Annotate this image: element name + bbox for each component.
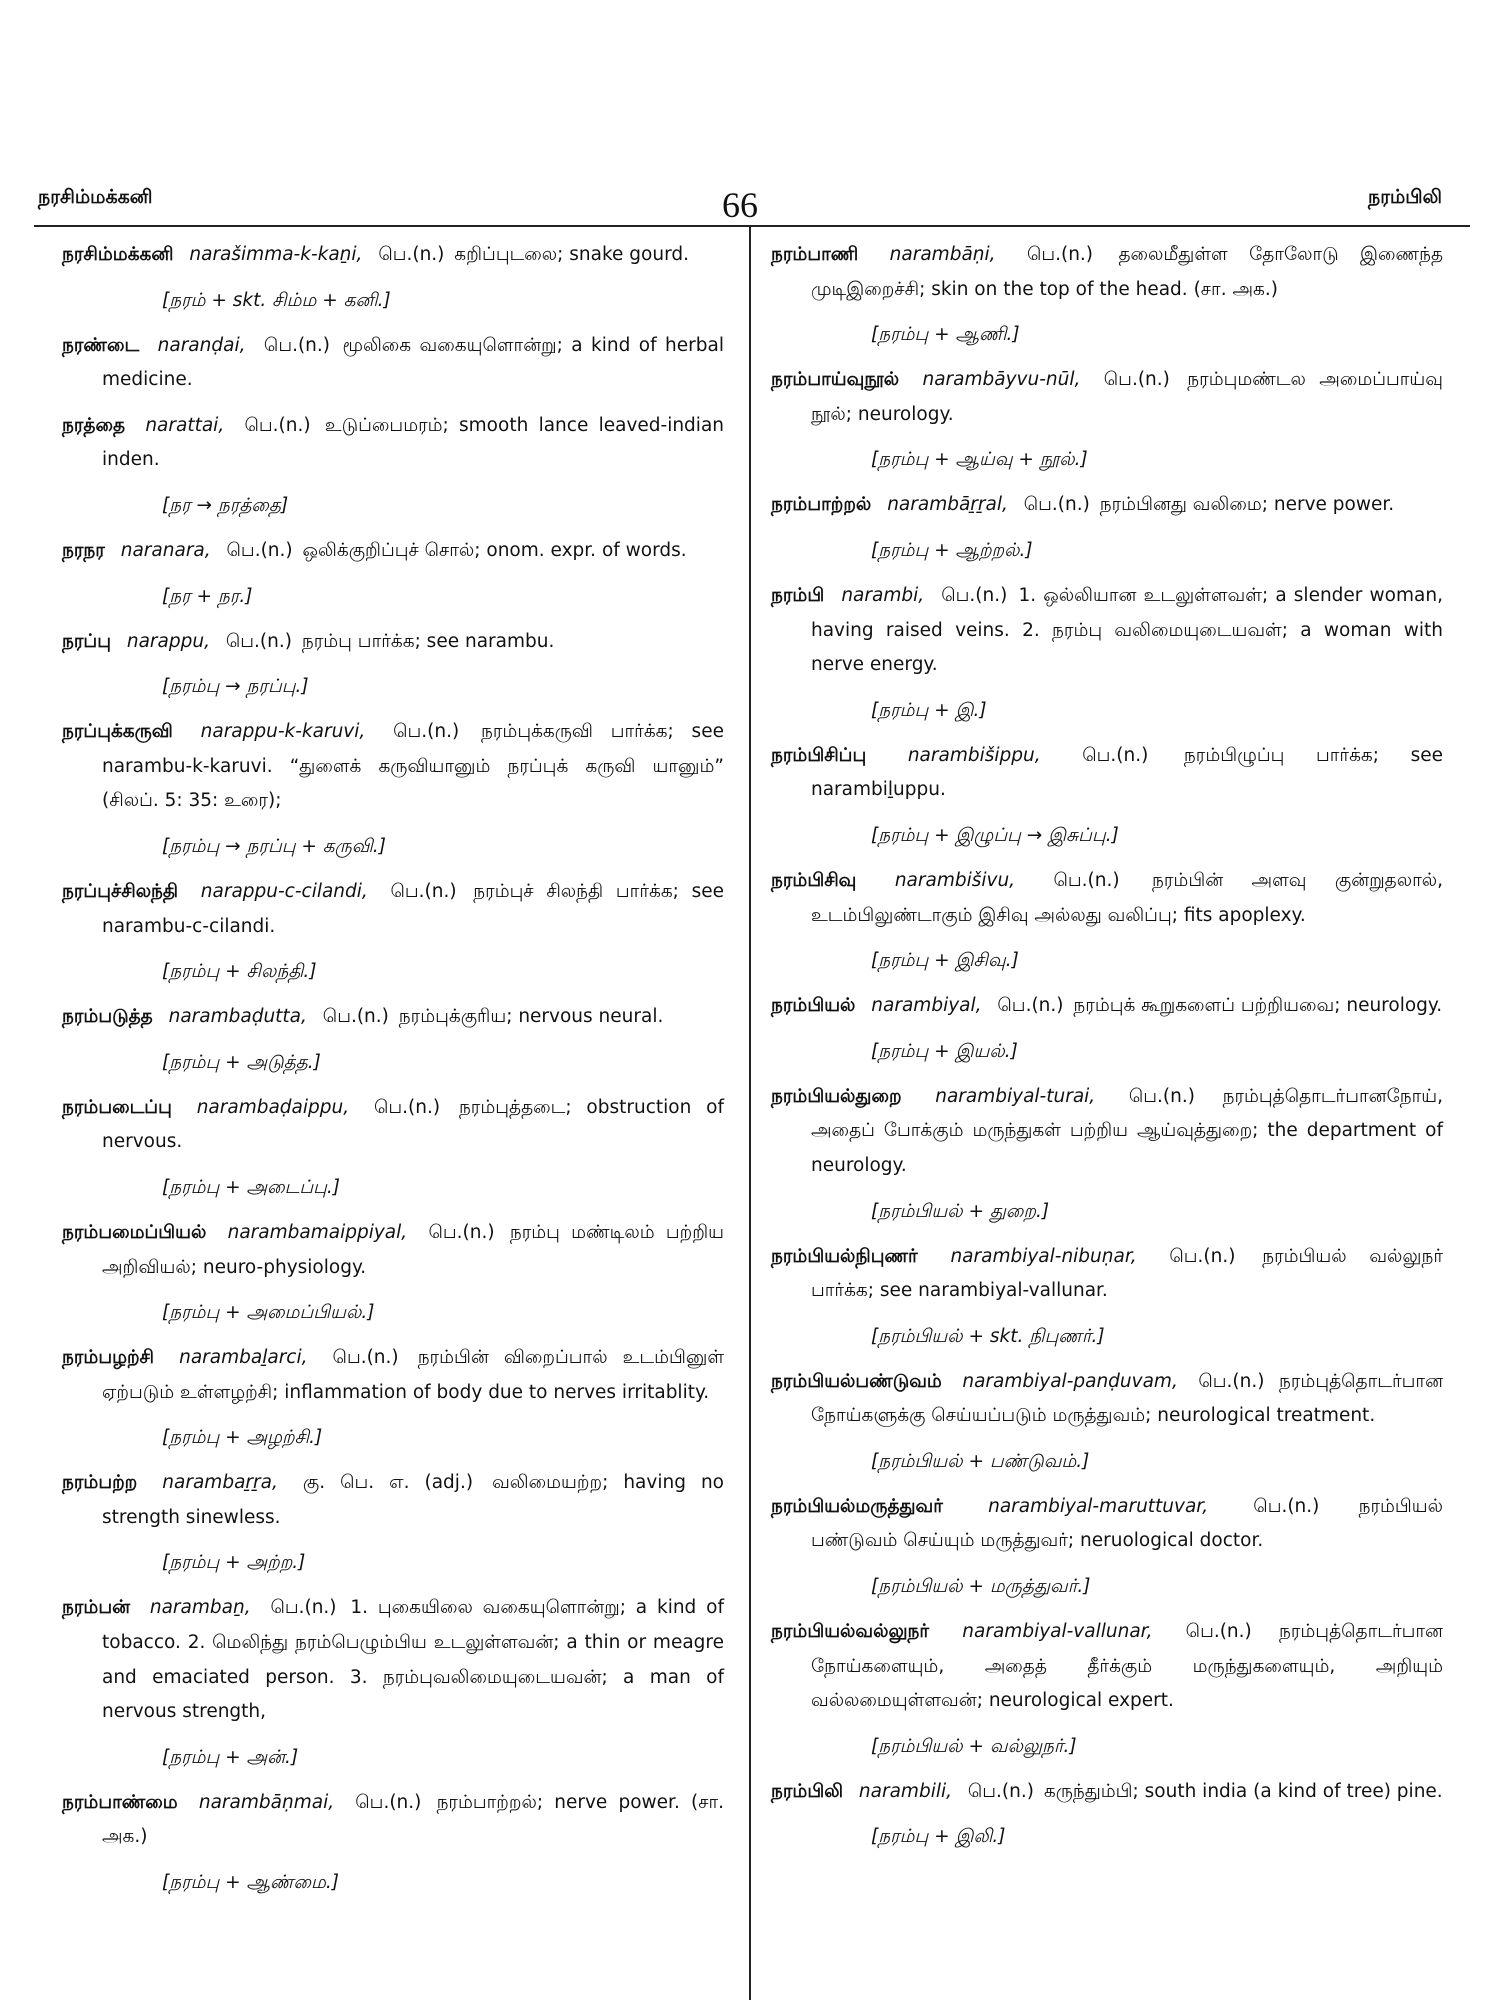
part-of-speech: பெ.(n.) xyxy=(1198,1370,1265,1392)
dictionary-entry xyxy=(771,1080,1443,1184)
transliteration: narambišippu, xyxy=(907,744,1041,766)
definition: நரம்புச் சிலந்தி பார்க்க; see narambu-c-cilandi. xyxy=(102,880,724,937)
etymology: [நர → நரத்தை] xyxy=(162,494,289,516)
transliteration: narašimma-k-kaṉi, xyxy=(189,244,363,265)
definition: நரம்புத்தொடர்பான நோய்களுக்கு செய்யப்படும் மருத்துவம்; neurological treatment. xyxy=(811,1370,1444,1427)
dictionary-entry xyxy=(62,625,724,660)
etymology: [நரம்பியல் + துறை.] xyxy=(871,1200,1050,1222)
dictionary-entry xyxy=(771,1490,1443,1559)
definition: கறிப்புடலை; snake gourd. xyxy=(454,244,689,265)
etymology: [நரம்பு + ஆற்றல்.] xyxy=(871,539,1033,561)
part-of-speech: பெ.(n.) xyxy=(378,244,445,265)
headword: நரம்பமைப்பியல் xyxy=(62,1221,207,1243)
definition: நரம்புக்கருவி பார்க்க; see narambu-k-karuvi. “துளைக் கருவியானும் நரப்புக் கருவி யானும்” (சிலப். 5: 35: உரை); xyxy=(102,721,724,812)
dictionary-entry xyxy=(771,1775,1443,1810)
headword: நரம்பியல்துறை xyxy=(771,1085,902,1107)
definition: நரம்பியல் வல்லுநர் பார்க்க; see narambiyal-vallunar. xyxy=(811,1245,1443,1302)
dictionary-entry xyxy=(771,363,1443,432)
part-of-speech: பெ.(n.) xyxy=(263,334,331,356)
transliteration: narappu-k-karuvi, xyxy=(200,721,366,743)
dictionary-entry xyxy=(771,989,1443,1024)
part-of-speech: பெ.(n.) xyxy=(226,539,293,561)
transliteration: narambiyal-panḍuvam, xyxy=(962,1370,1178,1392)
etymology: [நரம்பு + அடுத்த.] xyxy=(162,1051,321,1073)
dictionary-entry xyxy=(62,534,724,569)
dictionary-entry xyxy=(62,1091,724,1160)
transliteration: narambāyvu-nūl, xyxy=(922,369,1081,391)
transliteration: narambamaippiyal, xyxy=(227,1221,408,1243)
part-of-speech: பெ.(n.) xyxy=(244,414,311,436)
definition: நரம்பின் விறைப்பால் உடம்பினுள் ஏற்படும் உள்ளழற்சி; inflammation of body due to nerves irritablity. xyxy=(102,1347,725,1403)
part-of-speech: பெ.(n.) xyxy=(322,1006,389,1028)
part-of-speech: பெ.(n.) xyxy=(1053,869,1120,891)
transliteration: narappu-c-cilandi, xyxy=(200,880,368,902)
part-of-speech: பெ.(n.) xyxy=(941,584,1008,606)
etymology: [நரம்பு + இயல்.] xyxy=(871,1040,1018,1062)
right-column xyxy=(771,238,1443,1865)
headword: நரம்பாய்வுநூல் xyxy=(771,369,900,391)
part-of-speech: பெ.(n.) xyxy=(1103,369,1170,391)
etymology: [நரம்பு + ஆண்மை.] xyxy=(162,1872,339,1894)
definition: நரம்பு பார்க்க; see narambu. xyxy=(301,630,555,652)
definition: நரம்பியல் பண்டுவம் செய்யும் மருத்துவர்; neruological doctor. xyxy=(811,1495,1443,1552)
transliteration: narambaḍaippu, xyxy=(196,1096,350,1118)
part-of-speech: பெ.(n.) xyxy=(1023,494,1090,516)
etymology: [நரம்பு → நரப்பு + கருவி.] xyxy=(162,835,386,857)
definition: மூலிகை வகையுளொன்று; a kind of herbal medicine. xyxy=(102,334,724,391)
headword: நரம்பன் xyxy=(62,1597,131,1619)
dictionary-entry xyxy=(62,1000,724,1035)
definition: வலிமையற்ற; having no strength sinewless. xyxy=(102,1472,724,1528)
definition: நரம்புக் கூறுகளைப் பற்றியவை; neurology. xyxy=(1073,995,1443,1017)
dictionary-entry xyxy=(771,488,1443,523)
etymology: [நரம்பியல் + வல்லுநர்.] xyxy=(871,1735,1077,1757)
etymology: [நரம்பு → நரப்பு.] xyxy=(162,676,309,698)
part-of-speech: பெ.(n.) xyxy=(393,721,460,743)
part-of-speech: பெ.(n.) xyxy=(967,1780,1034,1802)
headword: நரப்புக்கருவி xyxy=(62,721,173,743)
transliteration: narambāṟṟal, xyxy=(887,494,1008,516)
dictionary-entry xyxy=(771,1365,1443,1434)
headword: நரம்பியல் xyxy=(771,995,856,1017)
transliteration: narattai, xyxy=(145,414,225,436)
part-of-speech: பெ.(n.) xyxy=(225,630,292,652)
definition: 1. புகையிலை வகையுளொன்று; a kind of tobacco. 2. மெலிந்து நரம்பெழும்பிய உடலுள்ளவன்; a thin or meagre and emaciated person. 3. நரம்புவலிமையுடையவன்; a man of nervous strength, xyxy=(102,1597,724,1723)
dictionary-entry xyxy=(62,875,724,944)
etymology: [நரம்பு + சிலந்தி.] xyxy=(162,961,317,983)
dictionary-entry xyxy=(771,1240,1443,1309)
definition: நரம்புத்தடை; obstruction of nervous. xyxy=(102,1096,724,1153)
dictionary-entry xyxy=(771,238,1443,307)
transliteration: narambiyal, xyxy=(871,995,982,1017)
part-of-speech: பெ.(n.) xyxy=(1253,1495,1320,1517)
dictionary-entry xyxy=(62,1786,724,1855)
part-of-speech: கு. பெ. எ. (adj.) xyxy=(302,1472,474,1494)
definition: கருந்தும்பி; south india (a kind of tree) pine. xyxy=(1043,1780,1443,1802)
definition: நரம்பிழுப்பு பார்க்க; see narambiḻuppu. xyxy=(811,744,1443,801)
definition: நரம்பினது வலிமை; nerve power. xyxy=(1099,494,1395,516)
headword: நரத்தை xyxy=(62,414,126,436)
dictionary-entry xyxy=(62,715,724,819)
etymology: [நரம்பு + அமைப்பியல்.] xyxy=(162,1302,375,1324)
part-of-speech: பெ.(n.) xyxy=(270,1597,337,1619)
etymology: [நரம்பு + அழற்சி.] xyxy=(162,1427,323,1449)
etymology: [நரம்பியல் + பண்டுவம்.] xyxy=(871,1450,1090,1472)
part-of-speech: பெ.(n.) xyxy=(1169,1245,1236,1267)
dictionary-entry xyxy=(62,1466,724,1535)
headword: நரம்பி xyxy=(771,584,825,606)
dictionary-entry xyxy=(62,1341,724,1410)
transliteration: naranḍai, xyxy=(157,334,246,356)
transliteration: narambiyal-vallunar, xyxy=(962,1621,1153,1643)
transliteration: narambaḻarci, xyxy=(179,1347,308,1369)
etymology: [நரம்பு + அன்.] xyxy=(162,1746,299,1768)
headword: நரம்பாணி xyxy=(771,244,859,265)
etymology: [நரம்பு + இசிவு.] xyxy=(871,950,1019,972)
transliteration: narambāṇmai, xyxy=(198,1791,335,1813)
definition: நரம்புத்தொடர்பான நோய்களையும், அதைத் தீர்க்கும் மருந்துகளையும், அறியும் வல்லமையுள்ளவன்; neurological expert. xyxy=(811,1621,1443,1712)
headword: நரம்பாண்மை xyxy=(62,1791,178,1813)
dictionary-entry xyxy=(771,1615,1443,1719)
etymology: [நரம்பு + ஆணி.] xyxy=(871,324,1020,346)
etymology: [நரம்பு + இழுப்பு → இசுப்பு.] xyxy=(871,824,1119,846)
etymology: [நரம்பு + இ.] xyxy=(871,699,987,721)
transliteration: narambiyal-nibuṇar, xyxy=(950,1245,1137,1267)
headword: நரம்பற்ற xyxy=(62,1472,138,1494)
definition: நரம்புமண்டல அமைப்பாய்வு நூல்; neurology. xyxy=(811,369,1443,425)
definition: நரம்பின் அளவு குன்றுதலால், உடம்பிலுண்டாகும் இசிவு அல்லது வலிப்பு; fits apoplexy. xyxy=(811,869,1443,926)
transliteration: narambāṇi, xyxy=(889,244,996,265)
etymology: [நரம்பியல் + skt. நிபுணர்.] xyxy=(871,1325,1105,1347)
dictionary-entry xyxy=(62,409,724,478)
headword: நரம்படுத்த xyxy=(62,1006,153,1028)
headword: நரம்பியல்மருத்துவர் xyxy=(771,1495,943,1517)
transliteration: narambaṉ, xyxy=(149,1597,251,1619)
dictionary-entry xyxy=(62,238,724,273)
dictionary-entry xyxy=(62,1591,724,1729)
definition: உடுப்பைமரம்; smooth lance leaved-indian inden. xyxy=(102,414,725,471)
part-of-speech: பெ.(n.) xyxy=(1128,1085,1195,1107)
transliteration: narambišivu, xyxy=(894,869,1016,891)
part-of-speech: பெ.(n.) xyxy=(1185,1621,1252,1643)
definition: நரம்புக்குரிய; nervous neural. xyxy=(398,1006,664,1028)
dictionary-entry xyxy=(771,864,1443,933)
definition: நரம்பு மண்டிலம் பற்றிய அறிவியல்; neuro-physiology. xyxy=(102,1221,724,1278)
header-right-word: நரம்பிலி xyxy=(1368,186,1442,208)
headword: நரம்பிசிவு xyxy=(771,869,857,891)
transliteration: narambiyal-maruttuvar, xyxy=(988,1495,1209,1517)
dictionary-entry xyxy=(771,579,1443,683)
headword: நரம்பியல்வல்லுநர் xyxy=(771,1621,930,1643)
headword: நரம்படைப்பு xyxy=(62,1096,172,1118)
headword: நரம்பிசிப்பு xyxy=(771,744,867,766)
definition: தலைமீதுள்ள தோலோடு இணைந்த முடிஇறைச்சி; skin on the top of the head. (சா. அக.) xyxy=(811,244,1443,300)
dictionary-entry xyxy=(62,1216,724,1285)
definition: ஒலிக்குறிப்புச் சொல்; onom. expr. of words. xyxy=(302,539,687,561)
page-number: 66 xyxy=(722,185,758,225)
part-of-speech: பெ.(n.) xyxy=(390,880,457,902)
part-of-speech: பெ.(n.) xyxy=(428,1221,495,1243)
headword: நரம்பழற்சி xyxy=(62,1347,155,1369)
transliteration: naranara, xyxy=(120,539,211,561)
transliteration: narappu, xyxy=(126,630,210,652)
headword: நரம்பியல்பண்டுவம் xyxy=(771,1370,942,1392)
column-divider xyxy=(749,225,751,2000)
part-of-speech: பெ.(n.) xyxy=(1026,244,1094,265)
part-of-speech: பெ.(n.) xyxy=(355,1791,422,1813)
etymology: [நரம்பு + அடைப்பு.] xyxy=(162,1176,340,1198)
headword: நரம்பிலி xyxy=(771,1780,844,1802)
transliteration: narambiyal-turai, xyxy=(935,1085,1096,1107)
definition: நரம்பாற்றல்; nerve power. (சா. அக.) xyxy=(102,1791,725,1848)
part-of-speech: பெ.(n.) xyxy=(1082,744,1149,766)
headword: நரம்பாற்றல் xyxy=(771,494,872,516)
transliteration: narambili, xyxy=(858,1780,952,1802)
definition: 1. ஒல்லியான உடலுள்ளவள்; a slender woman, having raised veins. 2. நரம்பு வலிமையுடையவள்; a woman with nerve energy. xyxy=(811,584,1443,676)
left-column xyxy=(62,238,724,1911)
transliteration: narambaḍutta, xyxy=(168,1006,307,1028)
etymology: [நரம்பு + அற்ற.] xyxy=(162,1552,306,1574)
etymology: [நரம்பு + இலி.] xyxy=(871,1826,1006,1848)
dictionary-entry xyxy=(62,329,724,398)
part-of-speech: பெ.(n.) xyxy=(373,1096,441,1118)
headword: நரசிம்மக்கனி xyxy=(62,244,174,265)
etymology: [நரம் + skt. சிம்ம + கனி.] xyxy=(162,289,391,311)
headword: நரப்புச்சிலந்தி xyxy=(62,880,179,902)
etymology: [நர + நர.] xyxy=(162,585,253,607)
header-rule xyxy=(34,225,1470,227)
headword: நரநர xyxy=(62,539,105,561)
headword: நரண்டை xyxy=(62,334,140,356)
definition: நரம்புத்தொடர்பானநோய், அதைப் போக்கும் மருந்துகள் பற்றிய ஆய்வுத்துறை; the department of neurology. xyxy=(811,1085,1443,1176)
header-left-word: நரசிம்மக்கனி xyxy=(38,186,153,208)
etymology: [நரம்பியல் + மருத்துவர்.] xyxy=(871,1576,1091,1598)
part-of-speech: பெ.(n.) xyxy=(332,1347,399,1369)
headword: நரப்பு xyxy=(62,630,111,652)
dictionary-entry xyxy=(771,739,1443,808)
part-of-speech: பெ.(n.) xyxy=(997,995,1064,1017)
transliteration: narambi, xyxy=(841,584,925,606)
etymology: [நரம்பு + ஆய்வு + நூல்.] xyxy=(871,449,1088,471)
transliteration: narambaṟṟa, xyxy=(162,1472,278,1494)
headword: நரம்பியல்நிபுணர் xyxy=(771,1245,918,1267)
